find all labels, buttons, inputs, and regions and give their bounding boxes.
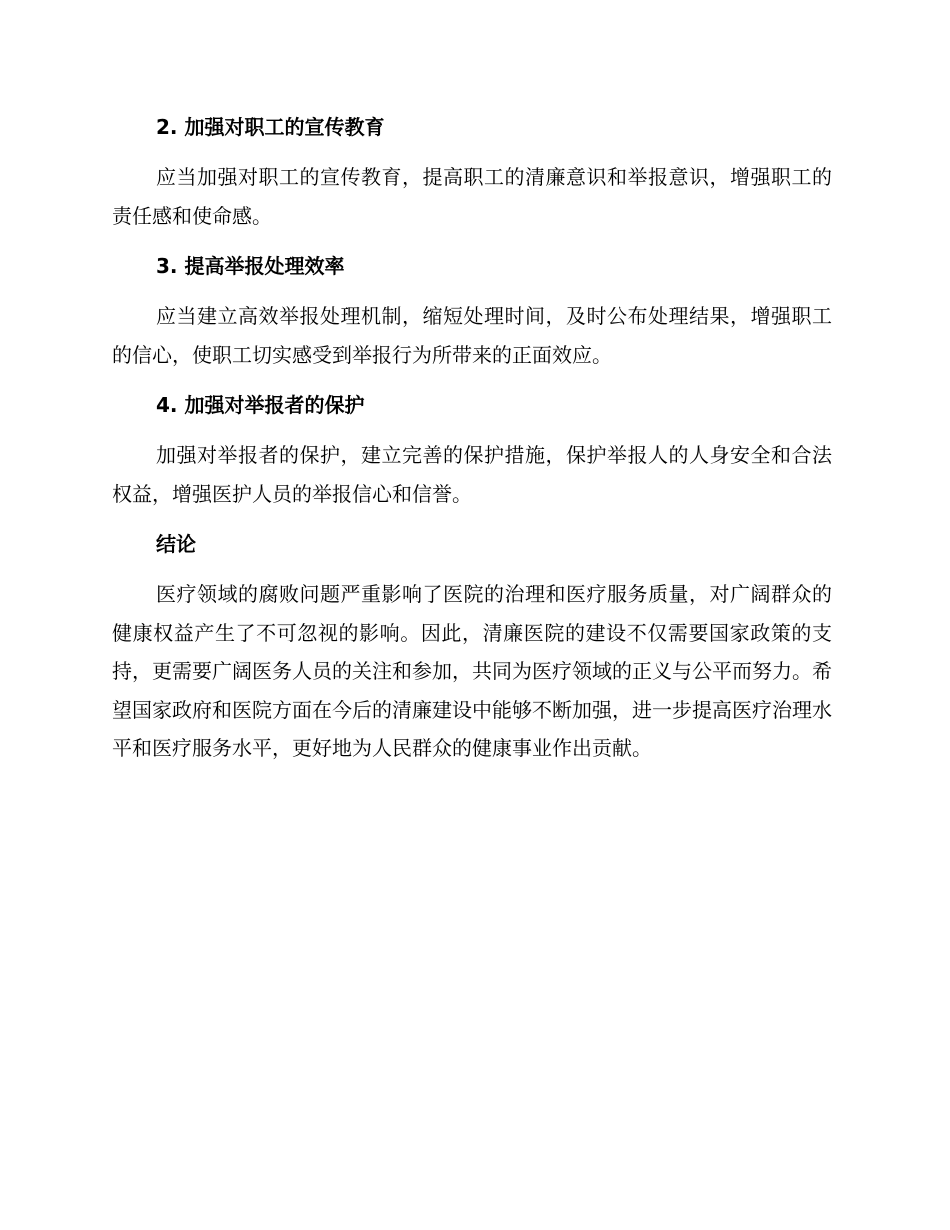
section-heading-3: 3. 提高举报处理效率 [156,254,345,278]
conclusion-heading: 结论 [156,532,196,556]
section-paragraph-3: 应当建立高效举报处理机制，缩短处理时间，及时公布处理结果，增强职工的信心，使职工切实感受到举报行为所带来的正面效应。 [112,304,832,367]
section-heading-2: 2. 加强对职工的宣传教育 [156,115,385,139]
section-paragraph-4: 加强对举报者的保护，建立完善的保护措施，保护举报人的人身安全和合法权益，增强医护人员的举报信心和信誉。 [112,443,832,506]
section-paragraph-2: 应当加强对职工的宣传教育，提高职工的清廉意识和举报意识，增强职工的责任感和使命感。 [112,165,832,228]
section-heading-4: 4. 加强对举报者的保护 [156,393,365,417]
document-body [112,108,832,780]
conclusion-paragraph: 医疗领域的腐败问题严重影响了医院的治理和医疗服务质量，对广阔群众的健康权益产生了不可忽视的影响。因此，清廉医院的建设不仅需要国家政策的支持，更需要广阔医务人员的关注和参加，共同为医疗领域的正义与公平而努力。希望国家政府和医院方面在今后的清廉建设中能够不断加强，进一步提高医疗治理水平和医疗服务水平，更好地为人民群众的健康事业作出贡献。 [112,582,832,760]
